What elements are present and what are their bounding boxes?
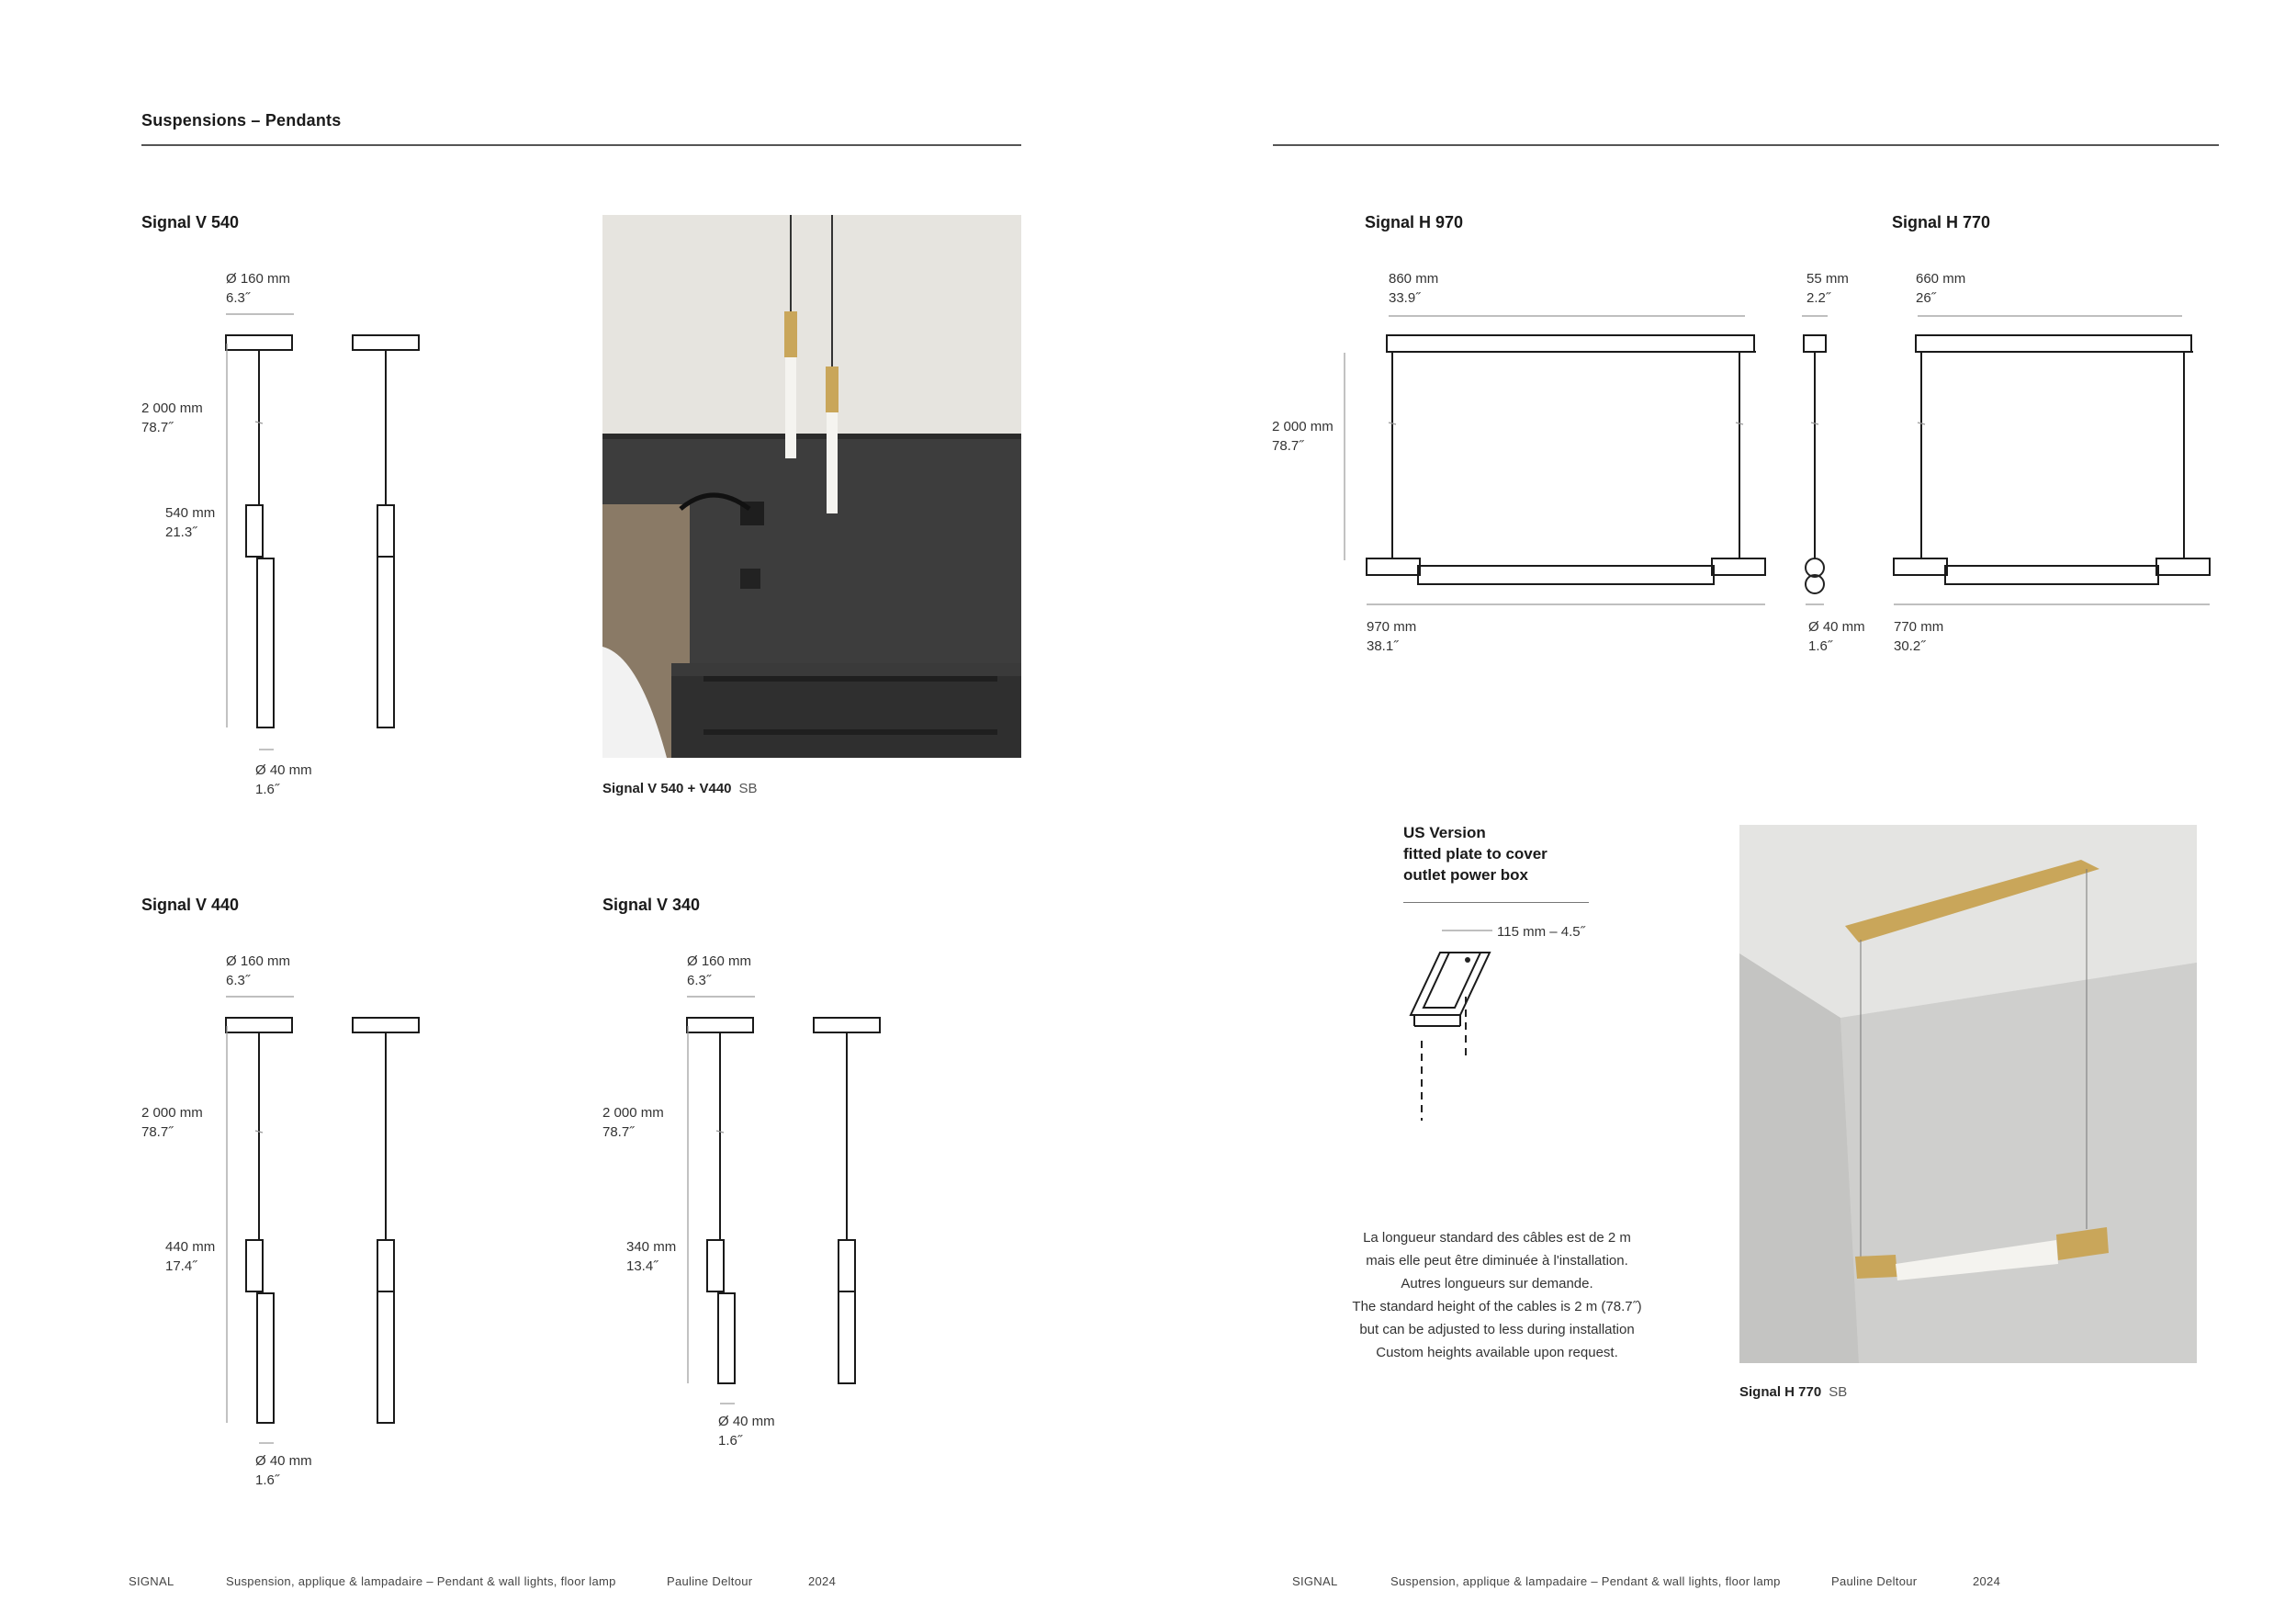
v440-tube-diameter: Ø 40 mm 1.6˝ [255,1453,312,1488]
cable-length-note: La longueur standard des câbles est de 2 m mais elle peut être diminuée à l'installation. Autres longueurs sur demande. The standard height of the cables is 2 m (78.7˝) but can be adjusted to less during installation Custom heights available upon request. [1352,1230,1642,1360]
header-rule-left [141,144,1021,146]
title-v440: Signal V 440 [141,896,240,914]
footer-right-year: 2024 [1973,1574,2001,1588]
bedroom-scene [602,215,1021,758]
v440-diameter: Ø 160 mm 6.3˝ [226,953,291,988]
v540-diameter: Ø 160 mm 6.3˝ [226,271,291,306]
h970-side-tube-diameter: Ø 40 mm 1.6˝ [1808,619,1865,654]
v440-drawing [211,986,432,1445]
v340-tube-diameter: Ø 40 mm 1.6˝ [718,1414,775,1449]
us-plate-drawing [1396,923,1506,1125]
footer-left-description: Suspension, applique & lampadaire – Pendant & wall lights, floor lamp [226,1574,616,1588]
us-plate-dimension: 115 mm – 4.5˝ [1497,924,1585,940]
h970-canopy-length: 860 mm 33.9˝ [1389,271,1439,306]
photo-v540-v440-bedroom [602,215,1021,758]
us-version-title: US Version fitted plate to cover outlet power box [1403,824,1548,884]
header-rule-right [1273,144,2219,146]
v440-cable-length: 2 000 mm 78.7˝ [141,1105,203,1140]
title-v340: Signal V 340 [602,896,701,914]
title-v540: Signal V 540 [141,213,240,231]
v340-cable-length: 2 000 mm 78.7˝ [602,1105,664,1140]
v340-diameter: Ø 160 mm 6.3˝ [687,953,752,988]
v540-body-length: 540 mm 21.3˝ [165,505,216,540]
v540-cable-length: 2 000 mm 78.7˝ [141,400,203,435]
footer-left-designer: Pauline Deltour [667,1574,753,1588]
v340-body-length: 340 mm 13.4˝ [626,1239,677,1274]
title-h970: Signal H 970 [1365,213,1464,231]
h970-side-canopy-depth: 55 mm 2.2˝ [1806,271,1849,306]
caption-photo1: Signal V 540 + V440 SB [602,781,758,796]
h770-total-length: 770 mm 30.2˝ [1894,619,1944,654]
title-h770: Signal H 770 [1892,213,1991,231]
h970-drawing [1332,303,1883,615]
v540-drawing [211,303,432,762]
section-header: Suspensions – Pendants [141,111,342,130]
h770-canopy-length: 660 mm 26˝ [1916,271,1966,306]
v440-body-length: 440 mm 17.4˝ [165,1239,216,1274]
footer-right-description: Suspension, applique & lampadaire – Pendant & wall lights, floor lamp [1390,1574,1781,1588]
h970-total-length: 970 mm 38.1˝ [1367,619,1417,654]
h970-cable-length: 2 000 mm 78.7˝ [1272,419,1334,454]
v540-tube-diameter: Ø 40 mm 1.6˝ [255,762,312,797]
footer-left-brand: SIGNAL [129,1574,174,1588]
caption-photo2: Signal H 770 SB [1739,1384,1848,1400]
v340-drawing [672,986,893,1408]
photo-h770-room [1739,825,2197,1363]
h770-scene [1739,825,2197,1363]
h770-drawing [1883,303,2232,615]
us-version-rule [1403,902,1589,903]
footer-right-brand: SIGNAL [1292,1574,1338,1588]
footer-left-year: 2024 [808,1574,837,1588]
footer-right-designer: Pauline Deltour [1831,1574,1918,1588]
